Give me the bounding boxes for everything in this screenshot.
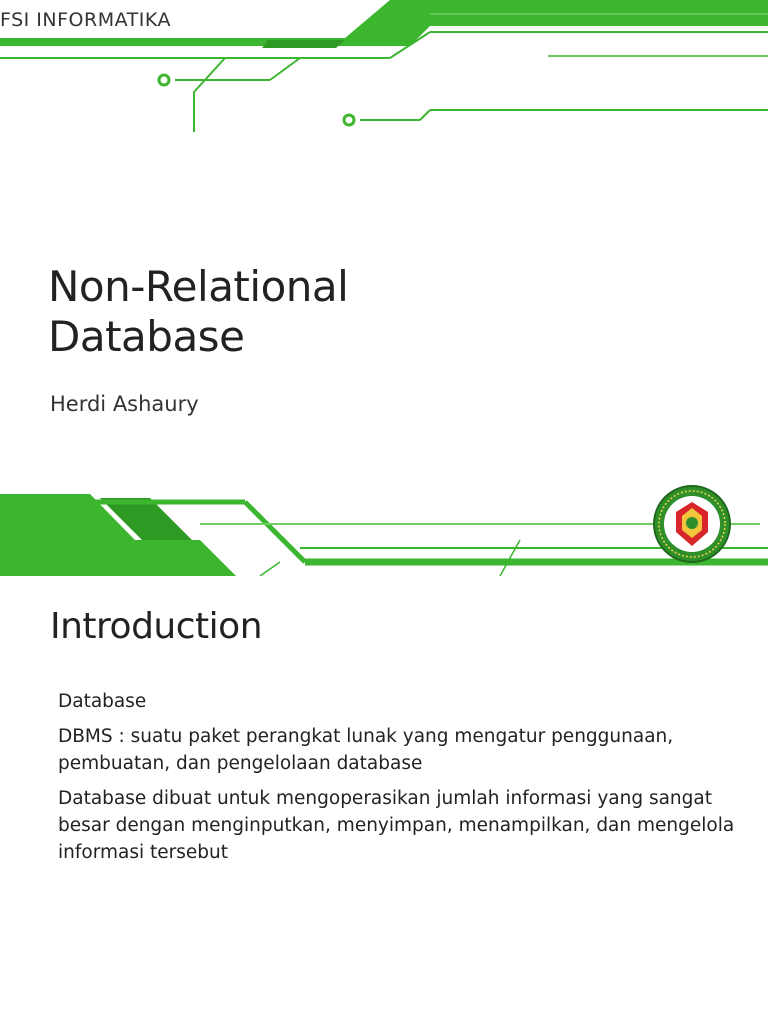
list-item: Database — [58, 691, 147, 712]
brand-name: FSI INFORMATIKA — [0, 9, 171, 31]
section-title: Introduction — [50, 606, 263, 647]
title-line-2: Database — [48, 312, 245, 361]
introduction-slide — [0, 576, 768, 1024]
title-line-1: Non-Relational — [48, 262, 349, 311]
author-name: Herdi Ashaury — [50, 392, 199, 416]
bullet-list — [58, 688, 748, 874]
university-seal-logo — [652, 484, 732, 564]
list-item: DBMS : suatu paket perangkat lunak yang mengatur penggunaan, pembuatan, dan pengelolaan database — [58, 726, 674, 774]
list-item: Database dibuat untuk mengoperasikan jumlah informasi yang sangat besar dengan menginputkan, menyimpan, menampilkan, dan mengelola informasi tersebut — [58, 788, 735, 863]
